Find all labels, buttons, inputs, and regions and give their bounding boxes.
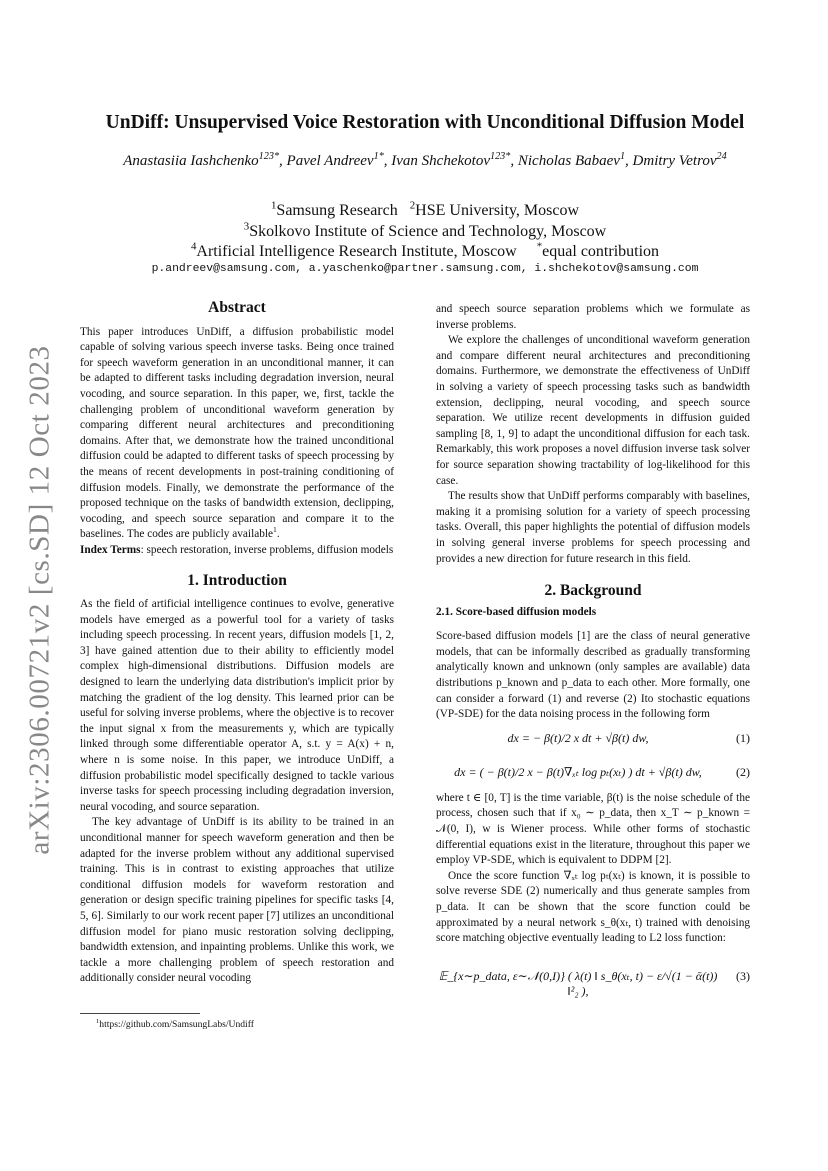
right-column (436, 302, 750, 999)
author-affil-mark: 1* (373, 151, 384, 162)
equation-1-body: dx = − β(t)/2 x dt + √β(t) dw, (507, 730, 649, 745)
subsection-heading: 2.1. Score-based diffusion models (436, 605, 597, 618)
affiliation-2: HSE University, Moscow (415, 202, 580, 219)
equation-2-number: (2) (736, 764, 750, 779)
intro-paragraph-4: We explore the challenges of unconditional waveform generation and compare different neural architectures and preconditioning domains. Furthermore, we demonstrate the effectiveness of UnDiff in solving a variety of speech processing tasks such as bandwidth extension, declipping, neural vocoding, and speech source separation. We utilize recent developments in diffusion guided sampling [8, 1, 9] to adapt the unconditional diffusion for each task. Remarkably, this work proposes a novel diffusion inverse task solver for source separation showing tractability of log-likelihood for this case. (436, 334, 750, 487)
equation-3-body: 𝔼_{x∼p_data, ε∼𝒩(0,I)} ( λ(t) ‖ s_θ(xₜ, t) − ε/√(1 − ᾱ(t)) ‖²₂ ), (438, 968, 718, 999)
intro-paragraph-1: As the field of artificial intelligence continues to evolve, generative models have emerged as a powerful tool for a variety of tasks including speech processing. In recent years, diffusion models [1, 2, 3] have gained attention due to their ability to efficiently model complex high-dimensional distributions. Diffusion models are designed to learn the underlying data distribution's implicit prior by matching the gradient of the log density. This learned prior can be useful for solving inverse problems, where the objective is to recover the input signal x from the measurements y, which are typically linked through some differentiable operator A, s.t. y = A(x) + n, where n is some noise. In this paper, we introduce UnDiff, a diffusion probabilistic model specifically designed to tackle various inverse tasks for speech processing including degradation inversion, neural vocoding, and source separation. (80, 598, 394, 813)
arxiv-sidebar (20, 330, 60, 870)
abstract-heading: Abstract (208, 299, 266, 316)
author-affil-mark: 123* (489, 151, 511, 162)
author-affil-mark: 24 (716, 151, 727, 162)
affiliation-1: Samsung Research (276, 202, 398, 219)
author-name: Anastasiia Iashchenko (123, 153, 259, 169)
equation-1-number: (1) (736, 730, 750, 745)
abstract-text: This paper introduces UnDiff, a diffusion probabilistic model capable of solving various speech inverse tasks. Being once trained for speech waveform generation in an unconditional manner, it can be adapted to different tasks including degradation inversion, neural vocoding, and source separation. In this paper, we, first, tackle the challenging problem of unconditional waveform generation by comparing different neural architectures and preconditioning domains. After that, we demonstrate how the trained unconditional diffusion could be adapted to different tasks of speech processing by the means of recent developments in post-training conditioning of diffusion models. Finally, we demonstrate the performance of the proposed technique on the tasks of bandwidth extension, declipping, vocoding, and speech source separation and compare it to the baselines. The codes are publicly available$^1$. (80, 325, 394, 541)
background-paragraph-1: Score-based diffusion models [1] are the class of neural generative models, that can be informally described as gradually transforming analytically known and unknown (only samples are available) data distributions p_known and p_data to each other. More formally, one can consider a forward (1) and reverse (2) Ito stochastic equations (VP-SDE) for the data noising process in the following form (436, 630, 750, 721)
footnote: $^1$https://github.com/SamsungLabs/Undiff (96, 1017, 254, 1030)
intro-paragraph-5: The results show that UnDiff performs comparably with baselines, making it a promising solution for a variety of speech processing tasks. Overall, this paper highlights the potential of diffusion models in solving general inverse problems for speech processing and provides a new direction for future research in this field. (436, 490, 750, 565)
footnote-rule (80, 1013, 200, 1014)
author-affil-mark: 1 (619, 151, 626, 162)
affiliation-4: Artificial Intelligence Research Institute, Moscow (196, 243, 517, 260)
author-name: Nicholas Babaev (517, 153, 620, 169)
arxiv-identifier: arXiv:2306.00721v2 [cs.SD] 12 Oct 2023 (23, 345, 56, 855)
author-affil-mark: 123* (258, 151, 280, 162)
left-column (80, 300, 394, 987)
equation-3 (436, 961, 750, 999)
affiliations: $^1$Samsung Research $^2$HSE University, Moscow $^3$Skolkovo Institute of Science and Technology, Moscow $^4$Artificial Intelligence Research Institute, Moscow *equal contribution (190, 199, 660, 260)
author-name: Ivan Shchekotov (391, 153, 490, 169)
footnote-link[interactable]: https://github.com/SamsungLabs/Undiff (99, 1019, 254, 1030)
index-terms-text: : speech restoration, inverse problems, diffusion models (140, 543, 394, 556)
index-terms (80, 543, 394, 559)
author-name: Pavel Andreev (286, 153, 374, 169)
equal-contribution-note: equal contribution (542, 243, 660, 260)
intro-paragraph-2: The key advantage of UnDiff is its ability to be trained in an unconditional manner for speech waveform generation and then be adapted for the inverse problem without any additional supervised training. This is in contrast to existing approaches that utilize conditional diffusion models for waveform restoration and generation or design specific training pipelines for specific tasks [4, 5, 6]. Similarly to our work recent paper [7] utilizes an unconditional diffusion model for piano music restoration solving declipping, bandwidth extension, and inpainting problems. Unlike this work, we tackle a more challenging problem of speech restoration and additionally consider neural vocoding (80, 816, 394, 985)
introduction-heading: 1. Introduction (187, 571, 287, 589)
equation-1 (436, 723, 750, 757)
background-paragraph-2: where t ∈ [0, T] is the time variable, β(t) is the noise schedule of the process, chosen such that if x₀ ∼ p_data, then x_T ∼ p_known = 𝒩(0, I), w is Wiener process. While other forms of stochastic differential equations exist in the literature, throughout this paper we employ VP-SDE, which is equivalent to DDPM [2]. (436, 791, 750, 867)
author-list: Anastasiia Iashchenko$^{123*}$, Pavel Andreev$^{1*}$, Ivan Shchekotov$^{123*}$, Nicholas Babaev$^1$, Dmitry Vetrov$^{24}$ (123, 151, 727, 169)
background-heading: 2. Background (544, 582, 642, 600)
author-name: Dmitry Vetrov (632, 153, 717, 169)
equation-2 (436, 757, 750, 791)
author-emails: p.andreev@samsung.com, a.yaschenko@partner.samsung.com, i.shchekotov@samsung.com (151, 263, 699, 275)
paper-title: UnDiff: Unsupervised Voice Restoration with Unconditional Diffusion Model (105, 112, 745, 133)
affiliation-3: Skolkovo Institute of Science and Technology, Moscow (249, 222, 607, 240)
equation-3-number: (3) (736, 968, 750, 983)
index-terms-label: Index Terms (80, 543, 141, 556)
footnote-mark: 1 (273, 525, 277, 535)
background-paragraph-3: Once the score function ∇ₓₜ log pₜ(xₜ) is known, it is possible to solve reverse SDE (2) numerically and thus generate samples from p_data. It can be shown that the score function could be approximated by a neural network s_θ(xₜ, t) trained with denoising score matching objective eventually leading to L2 loss function: (436, 869, 750, 945)
equation-2-body: dx = ( − β(t)/2 x − β(t)∇ₓₜ log pₜ(xₜ) ) dt + √β(t) dw, (454, 764, 702, 779)
intro-paragraph-3: and speech source separation problems which we formulate as inverse problems. (436, 303, 750, 331)
